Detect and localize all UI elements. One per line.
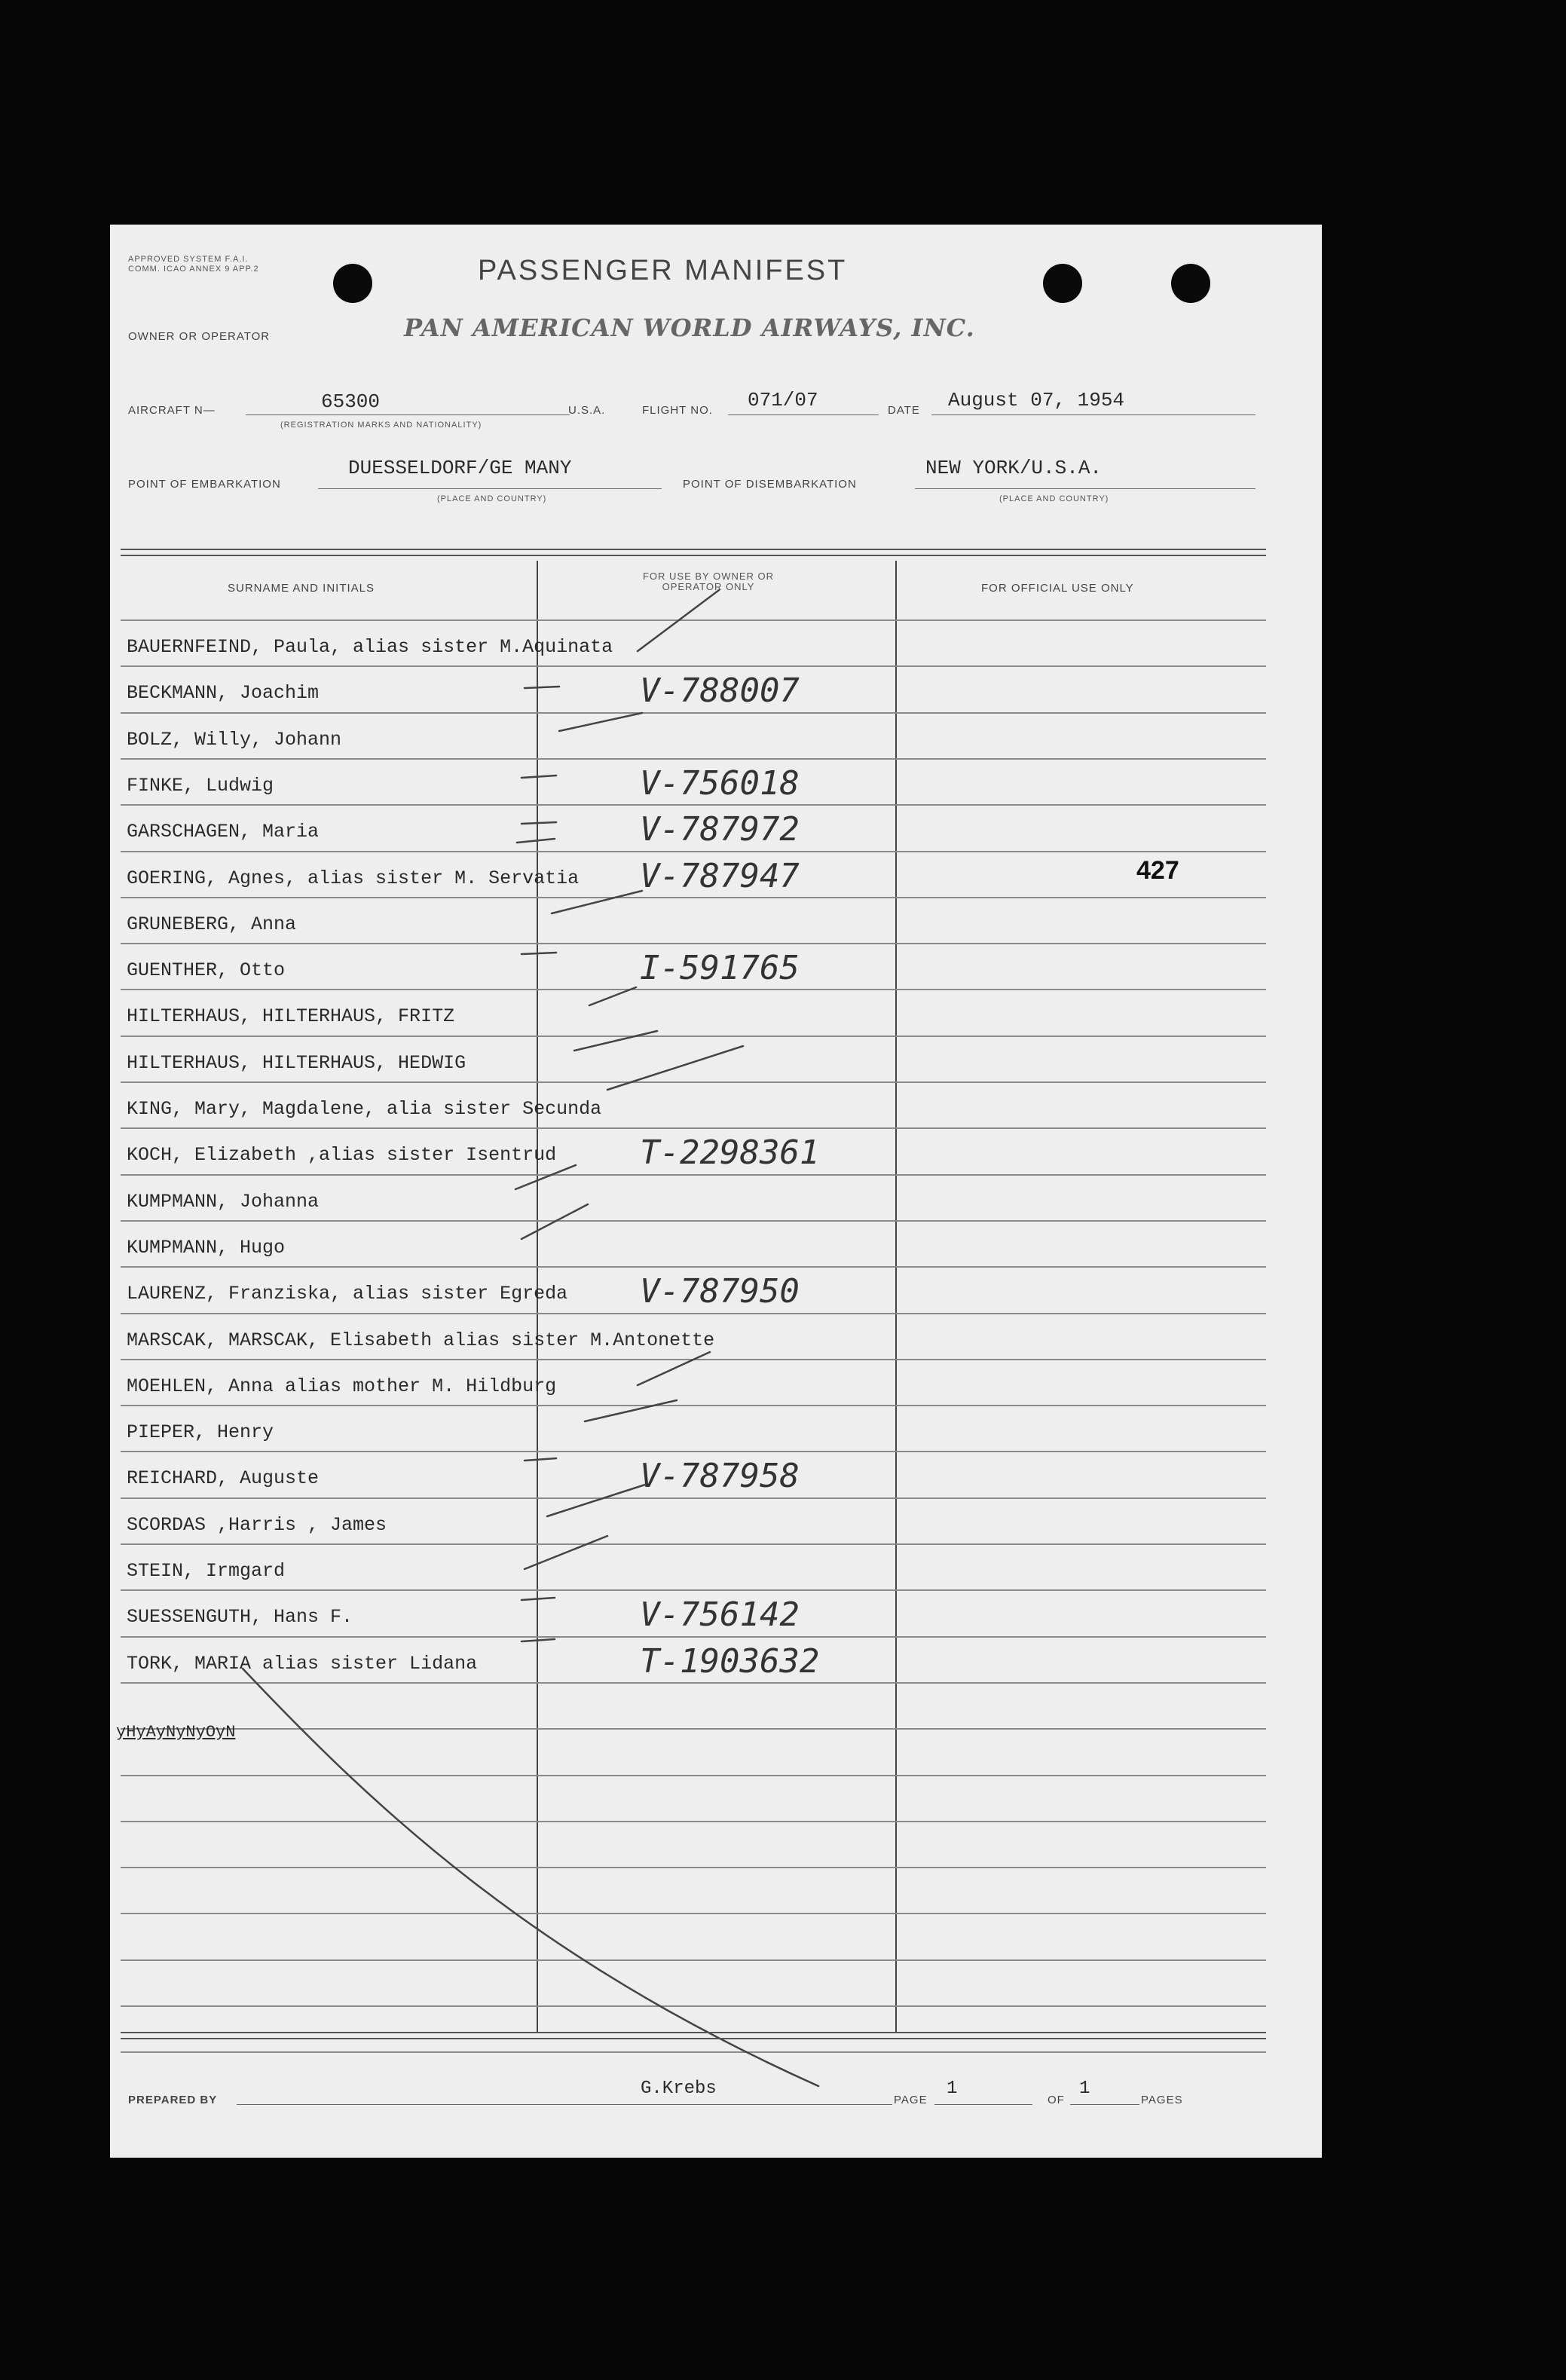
check-mark: [525, 1536, 607, 1569]
passenger-name: STEIN, Irmgard: [127, 1560, 286, 1582]
passenger-name: GOERING, Agnes, alias sister M. Servatia: [127, 867, 580, 889]
disembarkation-label: POINT OF DISEMBARKATION: [683, 478, 857, 491]
passenger-name: TORK, MARIA alias sister Lidana: [127, 1652, 478, 1675]
disembarkation-value: NEW YORK/U.S.A.: [925, 457, 1103, 479]
check-mark: [521, 1204, 588, 1239]
embarkation-value: DUESSELDORF/GE MANY: [348, 457, 572, 479]
cancel-line: [243, 1669, 818, 2086]
dash-mark: [521, 1598, 555, 1600]
dash-mark: [521, 775, 556, 778]
passenger-code: V-787950: [640, 1272, 800, 1311]
passenger-code: T-2298361: [640, 1133, 820, 1173]
col-surname-header: SURNAME AND INITIALS: [228, 582, 375, 595]
flight-value: 071/07: [748, 389, 818, 411]
passenger-name: BOLZ, Willy, Johann: [127, 728, 342, 751]
passenger-name: REICHARD, Auguste: [127, 1467, 320, 1490]
dash-mark: [517, 839, 555, 843]
dash-mark: [521, 1639, 555, 1641]
check-mark: [589, 987, 636, 1005]
passenger-name: PIEPER, Henry: [127, 1421, 274, 1444]
hvanvoen-marker: yHyAyNyNyOyN: [116, 1723, 236, 1742]
place-note: (PLACE AND COUNTRY): [999, 494, 1109, 503]
passenger-code: V-788007: [640, 671, 800, 711]
passenger-code: V-787947: [640, 856, 800, 895]
underline: [934, 2104, 1032, 2105]
passenger-code: T-1903632: [640, 1641, 820, 1681]
date-value: August 07, 1954: [948, 389, 1125, 411]
passenger-name: SCORDAS ,Harris , James: [127, 1513, 387, 1536]
col-owner-header: FOR USE BY OWNER OR OPERATOR ONLY: [642, 571, 775, 592]
page-label: PAGE: [894, 2094, 928, 2106]
passenger-code: V-787958: [640, 1457, 800, 1496]
check-mark: [547, 1485, 645, 1516]
passenger-code: V-756018: [640, 763, 800, 803]
passenger-name: GARSCHAGEN, Maria: [127, 821, 320, 843]
table-bottom-rule: [121, 2032, 1266, 2033]
manifest-page: [110, 225, 1322, 2158]
stamp-number: 427: [1136, 856, 1179, 885]
passenger-code: V-787972: [640, 810, 800, 849]
passenger-name: MARSCAK, MARSCAK, Elisabeth alias sister M.Antonette: [127, 1329, 715, 1351]
check-mark: [607, 1046, 743, 1090]
of-label: OF: [1048, 2094, 1065, 2106]
registration-note: (REGISTRATION MARKS AND NATIONALITY): [280, 421, 482, 430]
prepared-label: PREPARED BY: [128, 2094, 218, 2106]
passenger-code: I-591765: [640, 949, 800, 988]
passenger-name: KOCH, Elizabeth ,alias sister Isentrud: [127, 1144, 557, 1167]
col-official-header: FOR OFFICIAL USE ONLY: [981, 582, 1134, 595]
pages-label: PAGES: [1141, 2094, 1183, 2106]
operator-name: PAN AMERICAN WORLD AIRWAYS, INC.: [404, 314, 975, 342]
check-mark: [552, 891, 642, 913]
country-label: U.S.A.: [568, 404, 606, 417]
passenger-name: KUMPMANN, Hugo: [127, 1236, 286, 1259]
check-mark: [638, 590, 719, 651]
date-label: DATE: [888, 404, 920, 417]
underline: [1070, 2104, 1139, 2105]
page-value: 1: [947, 2079, 958, 2099]
passenger-name: BAUERNFEIND, Paula, alias sister M.Aquinata: [127, 636, 613, 658]
embarkation-label: POINT OF EMBARKATION: [128, 478, 281, 491]
passenger-name: HILTERHAUS, HILTERHAUS, FRITZ: [127, 1005, 455, 1028]
operator-label: OWNER OR OPERATOR: [128, 330, 271, 343]
dash-mark: [521, 822, 556, 824]
underline: [237, 2104, 892, 2105]
check-mark: [515, 1165, 576, 1189]
check-mark: [585, 1400, 677, 1421]
aircraft-value: 65300: [321, 390, 381, 413]
aircraft-label: AIRCRAFT N—: [128, 404, 216, 417]
passenger-name: GUENTHER, Otto: [127, 959, 286, 982]
passenger-code: V-756142: [640, 1595, 800, 1635]
of-value: 1: [1079, 2079, 1090, 2099]
passenger-name: MOEHLEN, Anna alias mother M. Hildburg: [127, 1375, 557, 1397]
dash-mark: [525, 1458, 556, 1461]
check-mark: [574, 1031, 657, 1051]
passenger-name: BECKMANN, Joachim: [127, 682, 320, 705]
dash-mark: [525, 687, 559, 688]
approval-note: APPROVED SYSTEM F.A.I. COMM. ICAO ANNEX 9 APP.2: [128, 255, 259, 274]
flight-label: FLIGHT NO.: [642, 404, 713, 417]
passenger-name: KING, Mary, Magdalene, alia sister Secunda: [127, 1098, 602, 1120]
passenger-name: HILTERHAUS, HILTERHAUS, HEDWIG: [127, 1051, 466, 1074]
passenger-name: KUMPMANN, Johanna: [127, 1190, 320, 1213]
document-title: PASSENGER MANIFEST: [478, 255, 848, 286]
passenger-name: GRUNEBERG, Anna: [127, 913, 297, 935]
handwritten-marks: [110, 225, 1322, 2158]
check-mark: [559, 713, 642, 731]
place-note: (PLACE AND COUNTRY): [437, 494, 547, 503]
passenger-name: LAURENZ, Franziska, alias sister Egreda: [127, 1283, 568, 1305]
dash-mark: [521, 953, 556, 954]
passenger-name: SUESSENGUTH, Hans F.: [127, 1606, 353, 1629]
passenger-name: FINKE, Ludwig: [127, 774, 274, 797]
check-mark: [638, 1352, 710, 1385]
table-bottom-rule: [121, 2038, 1266, 2039]
prepared-value: G.Krebs: [641, 2079, 717, 2099]
